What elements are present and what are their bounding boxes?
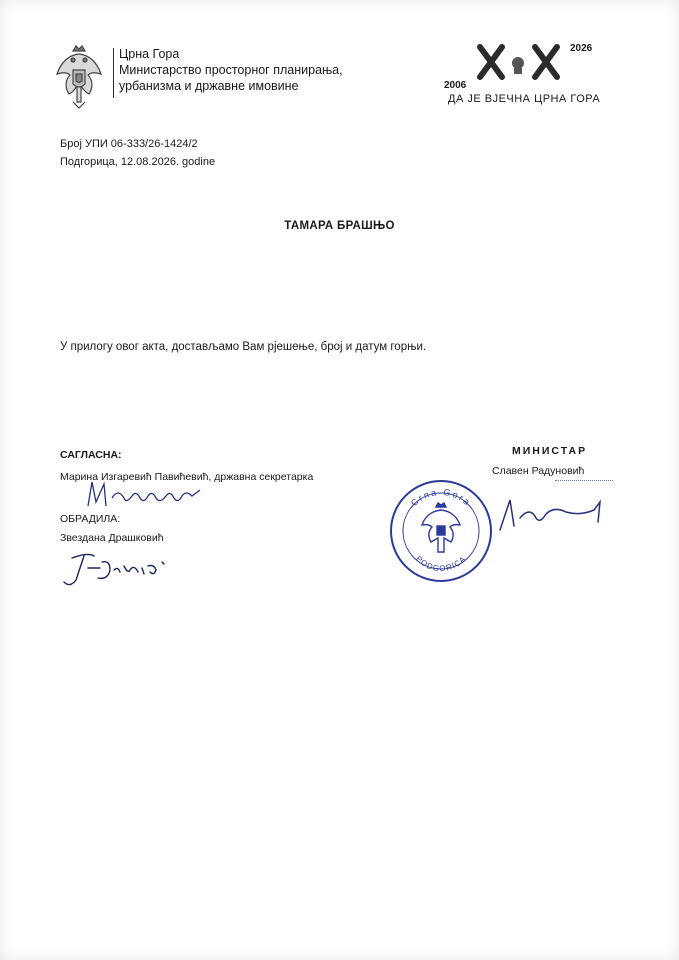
- prepared-signatory-name: Звездана Драшковић: [60, 532, 164, 544]
- anniversary-motto: ДА ЈЕ ВЈЕЧНА ЦРНА ГОРА: [448, 93, 601, 105]
- anniversary-year-start: 2006: [444, 80, 467, 91]
- recipient-name: ТАМАРА БРАШЊО: [284, 220, 395, 232]
- country-name: Црна Гора: [119, 47, 180, 61]
- signature-line: [555, 480, 613, 481]
- stamp-bottom-text: PODGORICA: [414, 554, 468, 574]
- agreed-signature: [82, 476, 212, 516]
- official-stamp: [388, 478, 494, 584]
- agreed-signatory-name: Марина Изгаревић Павићевић, државна секретарка: [60, 471, 314, 483]
- ministry-name-line1: Министарство просторног планирања,: [119, 63, 343, 77]
- header-divider: [113, 48, 114, 98]
- minister-title: МИНИСТАР: [512, 445, 588, 457]
- document-number: Број УПИ 06-333/26-1424/2: [60, 138, 198, 150]
- stamp-top-text: Crna Gora: [408, 486, 474, 509]
- anniversary-year-end: 2026: [570, 43, 593, 54]
- prepared-signature: [58, 548, 178, 590]
- ministry-name-line2: урбанизма и државне имовине: [119, 79, 299, 93]
- ministry-header: [119, 46, 343, 94]
- minister-name: Славен Радуновић: [492, 465, 585, 477]
- prepared-label: ОБРАДИЛА:: [60, 513, 121, 525]
- svg-text:PODGORICA: [414, 554, 468, 573]
- agreed-label: САГЛАСНА:: [60, 449, 122, 461]
- document-place-date: Подгорица, 12.08.2026. godine: [60, 156, 216, 168]
- minister-signature: [490, 492, 610, 534]
- coat-of-arms-icon: [53, 42, 105, 112]
- letter-body: У прилогу овог акта, достављамо Вам рјешење, број и датум горњи.: [60, 341, 427, 353]
